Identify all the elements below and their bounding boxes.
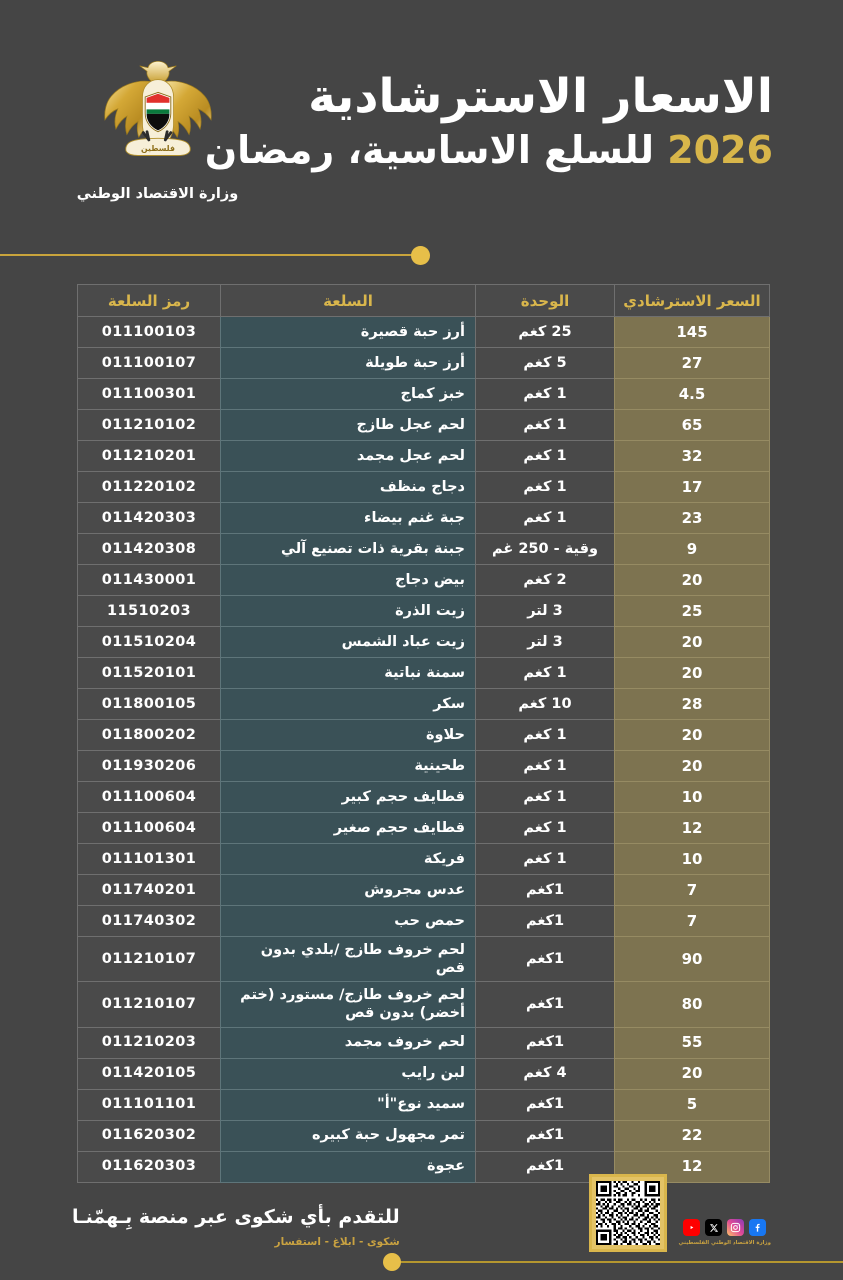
table-row [78, 844, 770, 875]
table-row [78, 317, 770, 348]
column-header-code: رمز السلعة [78, 285, 221, 317]
cell-code: 011210201 [78, 441, 221, 472]
divider-bottom-dot [383, 1253, 401, 1271]
cell-unit: 1كغم [476, 937, 615, 982]
divider-bottom-line [393, 1261, 843, 1263]
cell-price: 25 [615, 596, 770, 627]
column-header-unit: الوحدة [476, 285, 615, 317]
price-table-wrapper [78, 284, 770, 1183]
cell-good: زيت عباد الشمس [221, 627, 476, 658]
cell-code: 011420308 [78, 534, 221, 565]
cell-unit: 1 كغم [476, 720, 615, 751]
table-row [78, 534, 770, 565]
cell-code: 011420105 [78, 1058, 221, 1089]
divider-top [0, 244, 843, 266]
cell-code: 011620303 [78, 1151, 221, 1182]
table-row [78, 875, 770, 906]
table-header [78, 285, 770, 317]
cell-unit: 1 كغم [476, 410, 615, 441]
page-subtitle-year: 2026 [667, 127, 773, 172]
youtube-icon[interactable] [683, 1219, 700, 1236]
cell-unit: 1 كغم [476, 472, 615, 503]
cell-unit: وقية - 250 غم [476, 534, 615, 565]
cell-code: 011100103 [78, 317, 221, 348]
cell-good: لحم خروف طازج/ مستورد (ختم أخضر) بدون قص [221, 982, 476, 1027]
cell-price: 55 [615, 1027, 770, 1058]
social-caption: وزارة الاقتصاد الوطني الفلسطيني [678, 1240, 771, 1246]
footer-right-block [589, 1174, 771, 1254]
cell-good: زيت الذرة [221, 596, 476, 627]
cell-good: عدس مجروش [221, 875, 476, 906]
cell-price: 80 [615, 982, 770, 1027]
cell-code: 011220102 [78, 472, 221, 503]
cell-price: 20 [615, 658, 770, 689]
cell-code: 011210203 [78, 1027, 221, 1058]
cell-unit: 10 كغم [476, 689, 615, 720]
cell-code: 011800202 [78, 720, 221, 751]
x-icon[interactable] [705, 1219, 722, 1236]
cell-code: 011100604 [78, 813, 221, 844]
table-row [78, 720, 770, 751]
cell-good: جبة غنم بيضاء [221, 503, 476, 534]
cell-unit: 5 كغم [476, 348, 615, 379]
table-row [78, 348, 770, 379]
table-row [78, 596, 770, 627]
cell-unit: 2 كغم [476, 565, 615, 596]
ministry-logo-block [70, 52, 245, 202]
cell-good: أرز حبة طويلة [221, 348, 476, 379]
social-block [679, 1219, 771, 1252]
page-header [0, 0, 843, 230]
cell-price: 20 [615, 565, 770, 596]
cell-code: 011510204 [78, 627, 221, 658]
cell-code: 011210102 [78, 410, 221, 441]
cell-code: 011101101 [78, 1089, 221, 1120]
cell-unit: 1 كغم [476, 503, 615, 534]
page-subtitle-text: للسلع الاساسية، رمضان [204, 127, 654, 172]
svg-text:فلسطين: فلسطين [140, 143, 175, 153]
table-row [78, 379, 770, 410]
cell-price: 17 [615, 472, 770, 503]
table-row [78, 565, 770, 596]
cell-unit: 25 كغم [476, 317, 615, 348]
cell-code: 011620302 [78, 1120, 221, 1151]
cell-good: حلاوة [221, 720, 476, 751]
cell-good: دجاج منظف [221, 472, 476, 503]
table-row [78, 751, 770, 782]
cell-good: فريكة [221, 844, 476, 875]
cell-unit: 3 لتر [476, 596, 615, 627]
cell-good: جبنة بقرية ذات تصنيع آلي [221, 534, 476, 565]
cell-good: لحم خروف طازج /بلدي بدون قص [221, 937, 476, 982]
cell-unit: 3 لتر [476, 627, 615, 658]
qr-code[interactable] [589, 1174, 667, 1252]
table-row [78, 627, 770, 658]
complaint-subtext: شكوى - ابلاغ - استفسار [274, 1236, 400, 1248]
table-row [78, 1027, 770, 1058]
cell-unit: 1 كغم [476, 782, 615, 813]
table-header-row [78, 285, 770, 317]
cell-good: خبز كماج [221, 379, 476, 410]
facebook-icon[interactable] [749, 1219, 766, 1236]
cell-price: 22 [615, 1120, 770, 1151]
cell-good: لحم عجل طازج [221, 410, 476, 441]
cell-unit: 4 كغم [476, 1058, 615, 1089]
cell-unit: 1 كغم [476, 441, 615, 472]
cell-price: 145 [615, 317, 770, 348]
cell-price: 12 [615, 813, 770, 844]
table-row [78, 813, 770, 844]
cell-price: 28 [615, 689, 770, 720]
title-block [204, 52, 773, 173]
page-title: الاسعار الاسترشادية [308, 69, 773, 124]
table-body [78, 317, 770, 1183]
cell-price: 27 [615, 348, 770, 379]
palestine-eagle-emblem-icon [94, 54, 222, 182]
cell-price: 7 [615, 875, 770, 906]
cell-good: عجوة [221, 1151, 476, 1182]
cell-code: 011100301 [78, 379, 221, 410]
table-row [78, 658, 770, 689]
qr-code-image [596, 1181, 660, 1245]
cell-unit: 1 كغم [476, 658, 615, 689]
cell-price: 20 [615, 1058, 770, 1089]
cell-code: 011210107 [78, 937, 221, 982]
cell-good: لبن رايب [221, 1058, 476, 1089]
cell-code: 011101301 [78, 844, 221, 875]
table-row [78, 1120, 770, 1151]
divider-top-dot [411, 246, 430, 265]
cell-good: قطايف حجم كبير [221, 782, 476, 813]
cell-good: سمنة نباتية [221, 658, 476, 689]
cell-price: 32 [615, 441, 770, 472]
cell-price: 5 [615, 1089, 770, 1120]
cell-good: أرز حبة قصيرة [221, 317, 476, 348]
table-row [78, 503, 770, 534]
cell-good: طحينية [221, 751, 476, 782]
cell-unit: 1 كغم [476, 379, 615, 410]
divider-top-line [0, 254, 423, 256]
column-header-commodity: السلعة [221, 285, 476, 317]
cell-unit: 1كغم [476, 875, 615, 906]
cell-good: قطايف حجم صغير [221, 813, 476, 844]
cell-price: 20 [615, 751, 770, 782]
cell-unit: 1كغم [476, 1120, 615, 1151]
table-row [78, 689, 770, 720]
cell-price: 10 [615, 844, 770, 875]
social-links [683, 1219, 766, 1236]
cell-code: 011520101 [78, 658, 221, 689]
cell-price: 4.5 [615, 379, 770, 410]
cell-price: 20 [615, 627, 770, 658]
cell-price: 20 [615, 720, 770, 751]
cell-unit: 1كغم [476, 1089, 615, 1120]
cell-price: 7 [615, 906, 770, 937]
cell-code: 011740201 [78, 875, 221, 906]
cell-price: 23 [615, 503, 770, 534]
cell-code: 011100107 [78, 348, 221, 379]
page-subtitle [204, 127, 773, 174]
ministry-name: وزارة الاقتصاد الوطني [76, 186, 239, 202]
table-row [78, 906, 770, 937]
cell-code: 011100604 [78, 782, 221, 813]
cell-unit: 1كغم [476, 906, 615, 937]
cell-price: 12 [615, 1151, 770, 1182]
cell-good: سكر [221, 689, 476, 720]
cell-code: 011430001 [78, 565, 221, 596]
complaint-block [72, 1206, 400, 1254]
cell-code: 011930206 [78, 751, 221, 782]
cell-good: بيض دجاج [221, 565, 476, 596]
cell-unit: 1 كغم [476, 813, 615, 844]
price-table [77, 284, 770, 1183]
cell-unit: 1 كغم [476, 751, 615, 782]
column-header-price: السعر الاسترشادي [615, 285, 770, 317]
cell-good: لحم عجل مجمد [221, 441, 476, 472]
cell-code: 11510203 [78, 596, 221, 627]
table-row [78, 782, 770, 813]
cell-unit: 1كغم [476, 982, 615, 1027]
cell-code: 011740302 [78, 906, 221, 937]
divider-bottom [0, 1253, 843, 1273]
table-row [78, 472, 770, 503]
table-row [78, 441, 770, 472]
table-row [78, 1058, 770, 1089]
cell-unit: 1 كغم [476, 844, 615, 875]
cell-code: 011420303 [78, 503, 221, 534]
page-footer [0, 1164, 843, 1254]
complaint-text: للتقدم بأي شكوى عبر منصة بِـهمّنـا [72, 1206, 400, 1229]
instagram-icon[interactable] [727, 1219, 744, 1236]
cell-price: 90 [615, 937, 770, 982]
cell-unit: 1كغم [476, 1151, 615, 1182]
table-row [78, 410, 770, 441]
cell-good: لحم خروف مجمد [221, 1027, 476, 1058]
cell-code: 011210107 [78, 982, 221, 1027]
cell-price: 65 [615, 410, 770, 441]
cell-unit: 1كغم [476, 1027, 615, 1058]
table-row [78, 937, 770, 982]
cell-good: تمر مجهول حبة كبيره [221, 1120, 476, 1151]
cell-code: 011800105 [78, 689, 221, 720]
table-row [78, 982, 770, 1027]
cell-good: حمص حب [221, 906, 476, 937]
cell-good: سميد نوع"أ" [221, 1089, 476, 1120]
table-row [78, 1089, 770, 1120]
cell-price: 9 [615, 534, 770, 565]
cell-price: 10 [615, 782, 770, 813]
